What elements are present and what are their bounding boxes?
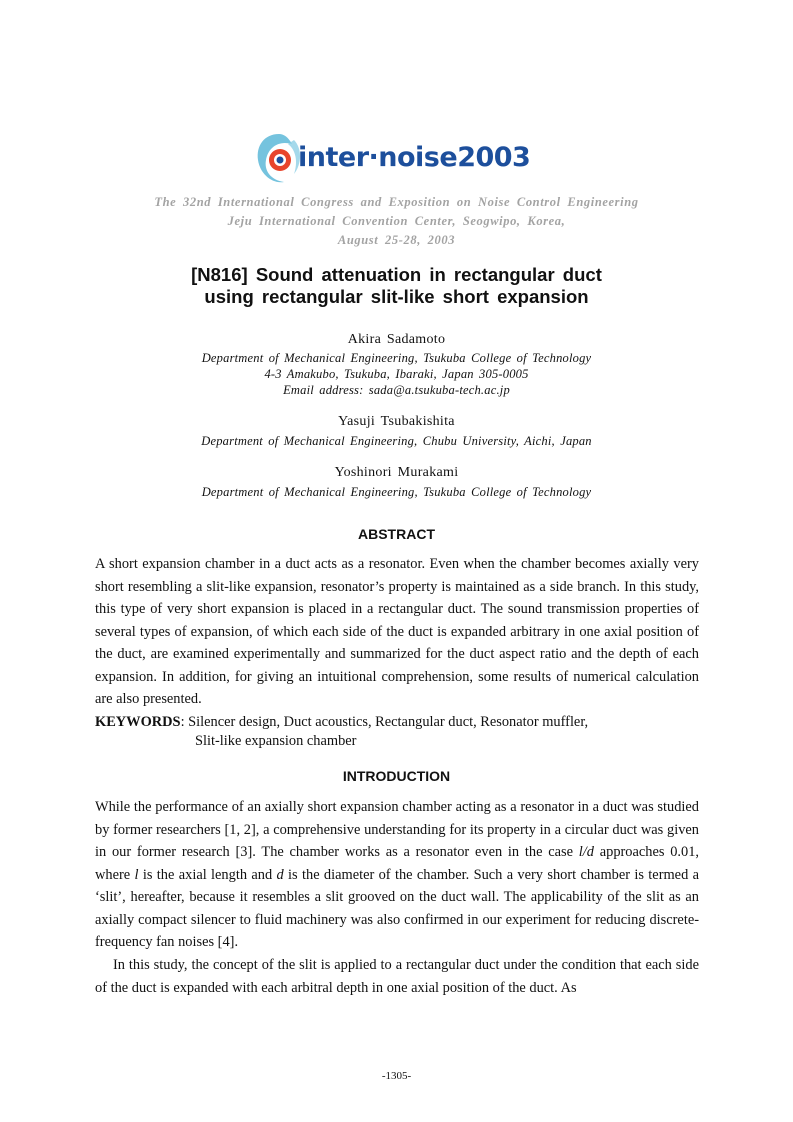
conference-line-1: The 32nd International Congress and Exposition on Noise Control Engineering <box>154 195 639 209</box>
conference-logo <box>254 130 544 188</box>
keywords-label: KEYWORDS <box>95 714 181 730</box>
author-affiliation: Department of Mechanical Engineering, Tsukuba College of Technology <box>201 485 592 499</box>
paper-title-line-1: [N816] Sound attenuation in rectangular duct <box>191 264 602 285</box>
abstract-heading: ABSTRACT <box>358 526 435 542</box>
keywords <box>95 711 699 734</box>
introduction-paragraph-2: In this study, the concept of the slit is applied to a rectangular duct under the condition that each side of the duct is expanded with each arbitral depth in one axial position of the duct. As <box>95 957 699 996</box>
conference-line-3: August 25-28, 2003 <box>337 233 456 247</box>
page-number: -1305- <box>381 1070 412 1082</box>
author-address: 4-3 Amakubo, Tsukuba, Ibaraki, Japan 305-0005 <box>264 367 529 381</box>
keywords-list: : Silencer design, Duct acoustics, Rectangular duct, Resonator muffler, <box>180 714 589 730</box>
swirl-logo-icon <box>254 130 304 188</box>
introduction-paragraph-1: While the performance of an axially short expansion chamber acting as a resonator in a duct was studied by former researchers [1, 2], a comprehensive understanding for its property in a circular duct was given in our former research [3]. The chamber works as a resonator even in the case l/d approaches 0.01, where l is the axial length and d is the diameter of the chamber. Such a very short chamber is termed a ‘slit’, hereafter, because it resembles a slit grooved on the duct wall. The applicability of the slit as an axially compact silencer to fluid machinery was also confirmed in our experiment for reducing discrete-frequency fan noises [4]. <box>95 799 700 950</box>
logo-wordmark: inter·noise2003 <box>298 142 531 173</box>
author-email: Email address: sada@a.tsukuba-tech.ac.jp <box>283 383 510 397</box>
author-name: Akira Sadamoto <box>347 332 446 347</box>
paper-title-line-2: using rectangular slit-like short expansion <box>204 286 589 307</box>
author-affiliation: Department of Mechanical Engineering, Chubu University, Aichi, Japan <box>201 434 592 448</box>
introduction-heading: INTRODUCTION <box>342 768 451 784</box>
conference-line-2: Jeju International Convention Center, Seogwipo, Korea, <box>227 214 566 228</box>
keywords-list-continued: Slit-like expansion chamber <box>195 733 357 749</box>
author-name: Yoshinori Murakami <box>334 465 459 480</box>
abstract-text: A short expansion chamber in a duct acts as a resonator. Even when the chamber becomes axially very short resembling a slit-like expansion, resonator’s property is maintained as a side branch. In this study, this type of very short expansion is placed in a rectangular duct. The sound transmission properties of several types of expansion, of which each side of the duct is expanded arbitrary in one axial position of the duct, are examined experimentally and summarized for the duct aspect ratio and the depth of each expansion. In addition, for giving an intuitional comprehension, some results of numerical calculation are also presented. <box>95 556 699 707</box>
author-affiliation: Department of Mechanical Engineering, Tsukuba College of Technology <box>201 351 592 365</box>
author-name: Yasuji Tsubakishita <box>338 414 455 429</box>
